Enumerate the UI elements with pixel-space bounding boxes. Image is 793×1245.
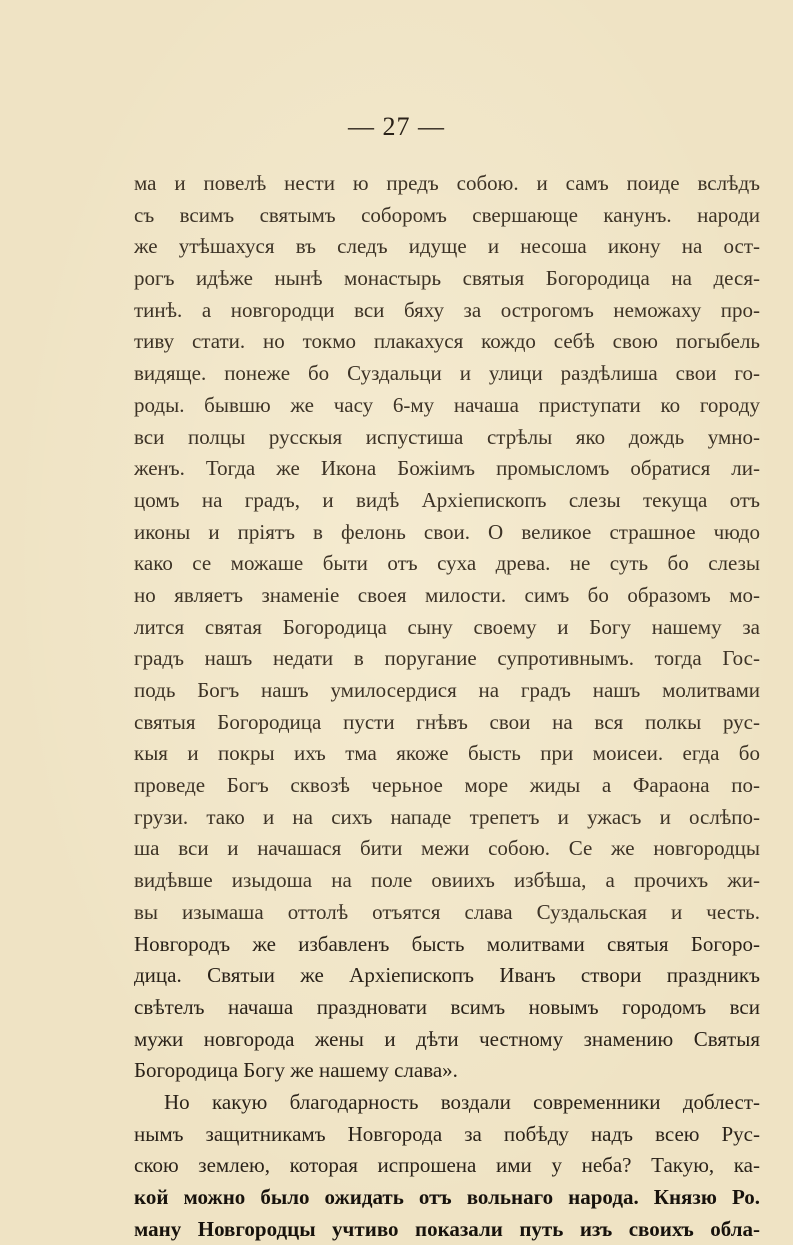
text-line: ману Новгородцы учтиво показали путь изъ своихъ обла-	[134, 1216, 760, 1241]
text-line: съ всимъ святымъ соборомъ свершающе канунъ. народи	[134, 202, 760, 227]
text-line: мужи новгорода жены и дѣти честному знамению Святыя	[134, 1026, 760, 1051]
text-line: ша вси и начашася бити межи собою. Се же новгородцы	[134, 836, 760, 861]
text-line: иконы и пріятъ в фелонь свои. О великое страшное чюдо	[134, 519, 760, 544]
body-text	[134, 168, 760, 1245]
text-line: проведе Богъ сквозѣ черьное море жиды а Фараона по-	[134, 773, 760, 798]
text-line: Богородица Богу же нашему слава».	[134, 1058, 458, 1083]
text-line: святыя Богородица пусти гнѣвъ свои на вся полкы рус-	[134, 709, 760, 734]
text-line: видѣвше изыдоша на поле овиихъ избѣша, а прочихъ жи-	[134, 868, 760, 893]
text-line: скою землею, которая испрошена ими у неба? Такую, ка-	[134, 1153, 760, 1178]
text-line: рогъ идѣже нынѣ монастырь святыя Богородица на деся-	[134, 266, 760, 291]
text-line: тинѣ. а новгородци вси бяху за острогомъ неможаху про-	[134, 297, 760, 322]
text-line: женъ. Тогда же Икона Божіимъ промысломъ обратися ли-	[134, 456, 760, 481]
text-line: грузи. тако и на сихъ нападе трепетъ и ужасъ и ослѣпо-	[134, 804, 760, 829]
text-line: лится святая Богородица сыну своему и Богу нашему за	[134, 614, 760, 639]
text-line: кой можно было ожидать отъ вольнаго народа. Князю Ро.	[134, 1185, 760, 1209]
text-line: свѣтелъ начаша праздновати всимъ новымъ городомъ вси	[134, 994, 760, 1019]
text-line: но являетъ знаменіе своея милости. симъ бо образомъ мо-	[134, 582, 760, 607]
text-line: роды. бывшю же часу 6-му начаша приступати ко городу	[134, 392, 760, 417]
text-line: нымъ защитникамъ Новгорода за побѣду надъ всею Рус-	[134, 1121, 760, 1146]
text-line: градъ нашъ недати в поругание супротивнымъ. тогда Гос-	[134, 646, 760, 671]
page-number: — 27 —	[348, 112, 445, 141]
text-line: цомъ на градъ, и видѣ Архіепископъ слезы текуща отъ	[134, 487, 760, 512]
text-line: видяще. понеже бо Суздальци и улици раздѣлиша свои го-	[134, 361, 760, 386]
text-line: подь Богъ нашъ умилосердися на градъ нашъ молитвами	[134, 678, 760, 702]
text-line: ма и повелѣ нести ю предъ собою. и самъ поиде вслѣдъ	[134, 171, 760, 195]
text-line: вси полцы русскыя испустиша стрѣлы яко дождь умно-	[134, 424, 760, 449]
text-line: Но какую благодарность воздали современники доблест-	[164, 1089, 760, 1114]
text-line: же утѣшахуся въ следъ идуще и несоша икону на ост-	[134, 234, 760, 259]
text-line: дица. Святыи же Архіепископъ Иванъ створи праздникъ	[134, 963, 760, 988]
text-line: кыя и покры ихъ тма якоже бысть при моисеи. егда бо	[134, 741, 760, 766]
text-line: вы изымаша оттолѣ отъятся слава Суздальская и честь.	[134, 899, 760, 924]
text-line: Новгородъ же избавленъ бысть молитвами святыя Богоро-	[134, 931, 760, 956]
text-line: тиву стати. но токмо плакахуся кождо себѣ свою погыбель	[134, 329, 760, 354]
text-line: како се можаше быти отъ суха древа. не суть бо слезы	[134, 551, 760, 576]
